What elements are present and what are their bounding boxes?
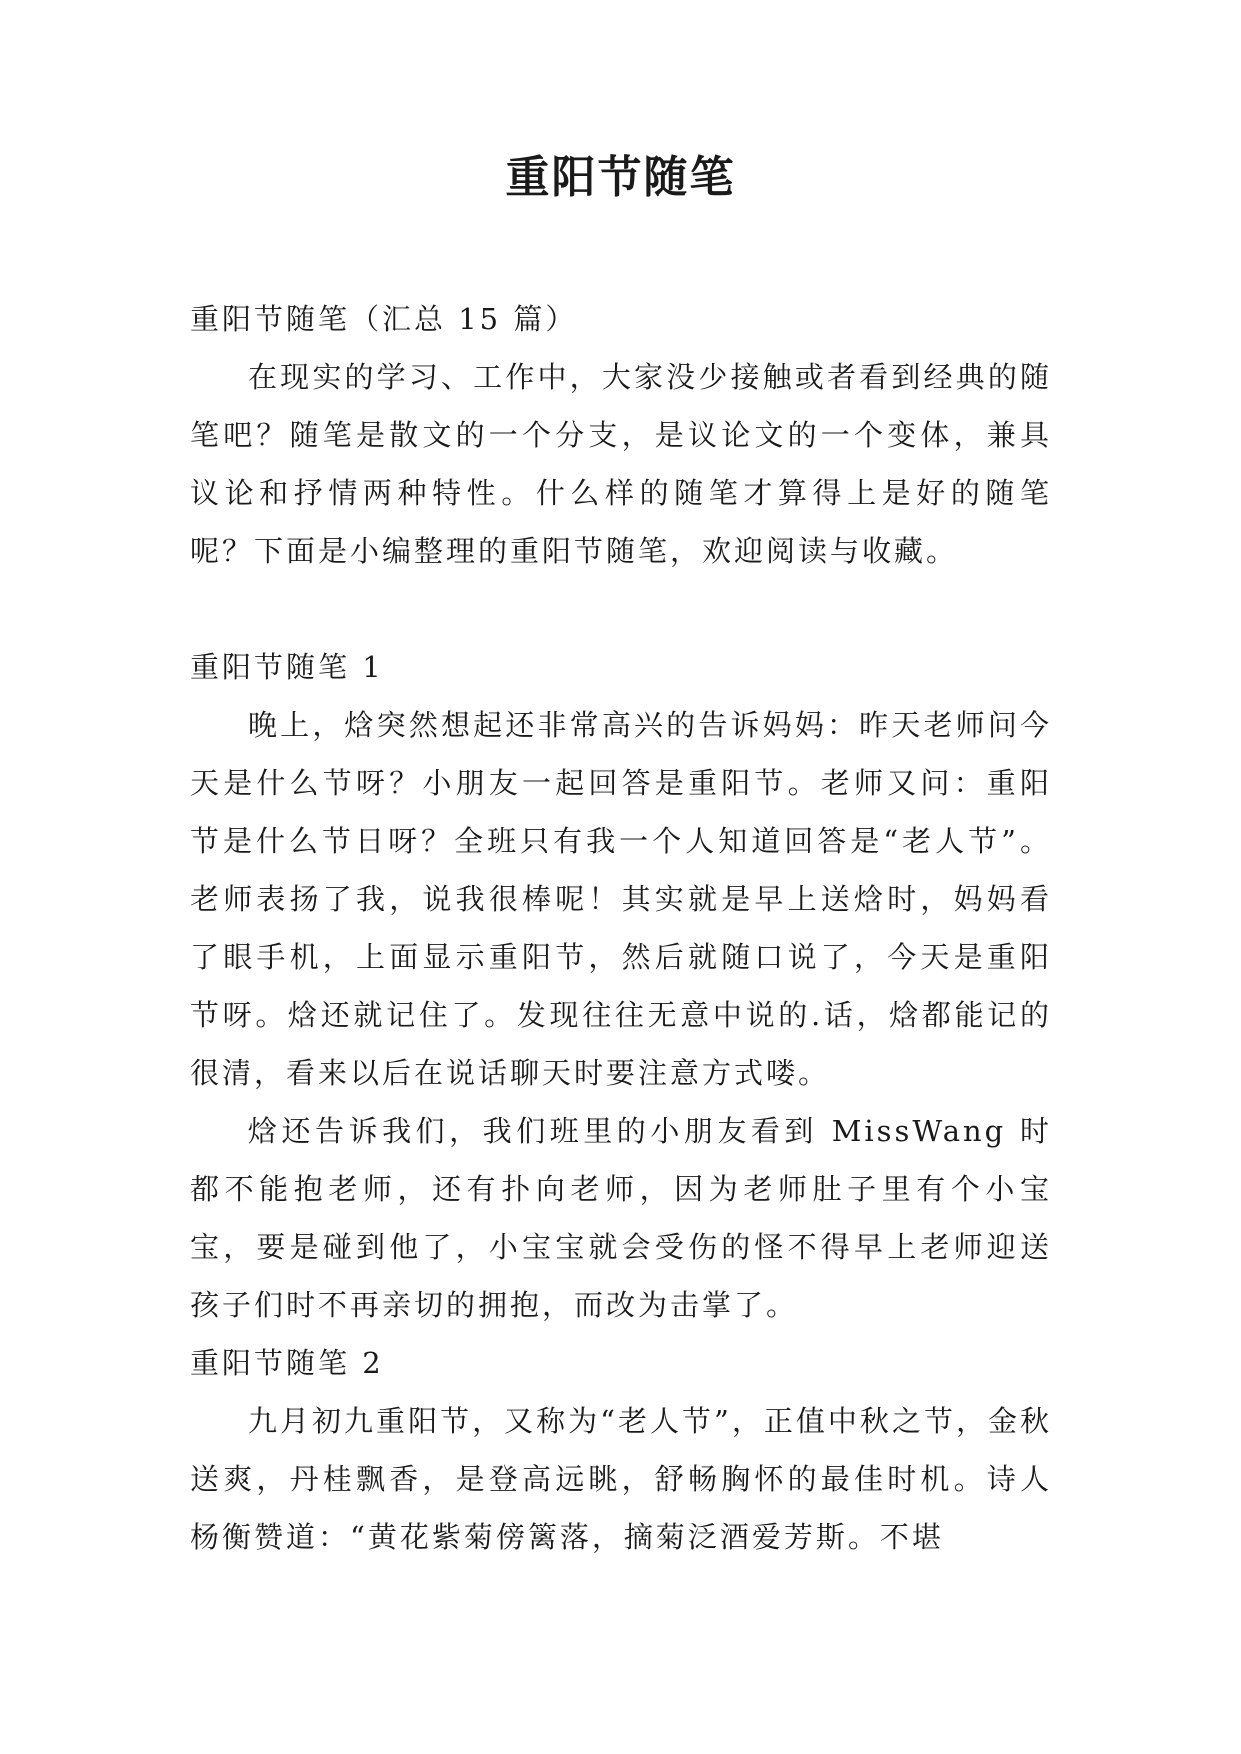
document-subtitle: 重阳节随笔（汇总 15 篇） — [190, 302, 578, 336]
section-2-paragraph-1: 九月初九重阳节，又称为“老人节”，正值中秋之节，金秋送爽，丹桂飘香，是登高远眺，舒畅胸怀的最佳时机。诗人杨衡赞道：“黄花紫菊傍篱落，摘菊泛酒爱芳斯。不堪 — [190, 1404, 1052, 1554]
intro-paragraph: 在现实的学习、工作中，大家没少接触或者看到经典的随笔吧？随笔是散文的一个分支，是议论文的一个变体，兼具议论和抒情两种特性。什么样的随笔才算得上是好的随笔呢？下面是小编整理的重阳节随笔，欢迎阅读与收藏。 — [190, 360, 1052, 568]
document-title: 重阳节随笔 — [505, 152, 736, 203]
paragraph-spacer — [190, 580, 1052, 638]
section-heading-2: 重阳节随笔 2 — [190, 1346, 384, 1380]
section-1-paragraph-1: 晚上，焓突然想起还非常高兴的告诉妈妈：昨天老师问今天是什么节呀？小朋友一起回答是重阳节。老师又问：重阳节是什么节日呀？全班只有我一个人知道回答是“老人节”。老师表扬了我，说我很棒呢！其实就是早上送焓时，妈妈看了眼手机，上面显示重阳节，然后就随口说了，今天是重阳节呀。焓还就记住了。发现往往无意中说的.话，焓都能记的很清，看来以后在说话聊天时要注意方式喽。 — [190, 708, 1052, 1090]
section-heading-1: 重阳节随笔 1 — [190, 650, 384, 684]
document-body — [190, 290, 1052, 1566]
section-1-paragraph-2: 焓还告诉我们，我们班里的小朋友看到 MissWang 时都不能抱老师，还有扑向老师，因为老师肚子里有个小宝宝，要是碰到他了，小宝宝就会受伤的怪不得早上老师迎送孩子们时不再亲切的拥抱，而改为击掌了。 — [190, 1114, 1052, 1322]
